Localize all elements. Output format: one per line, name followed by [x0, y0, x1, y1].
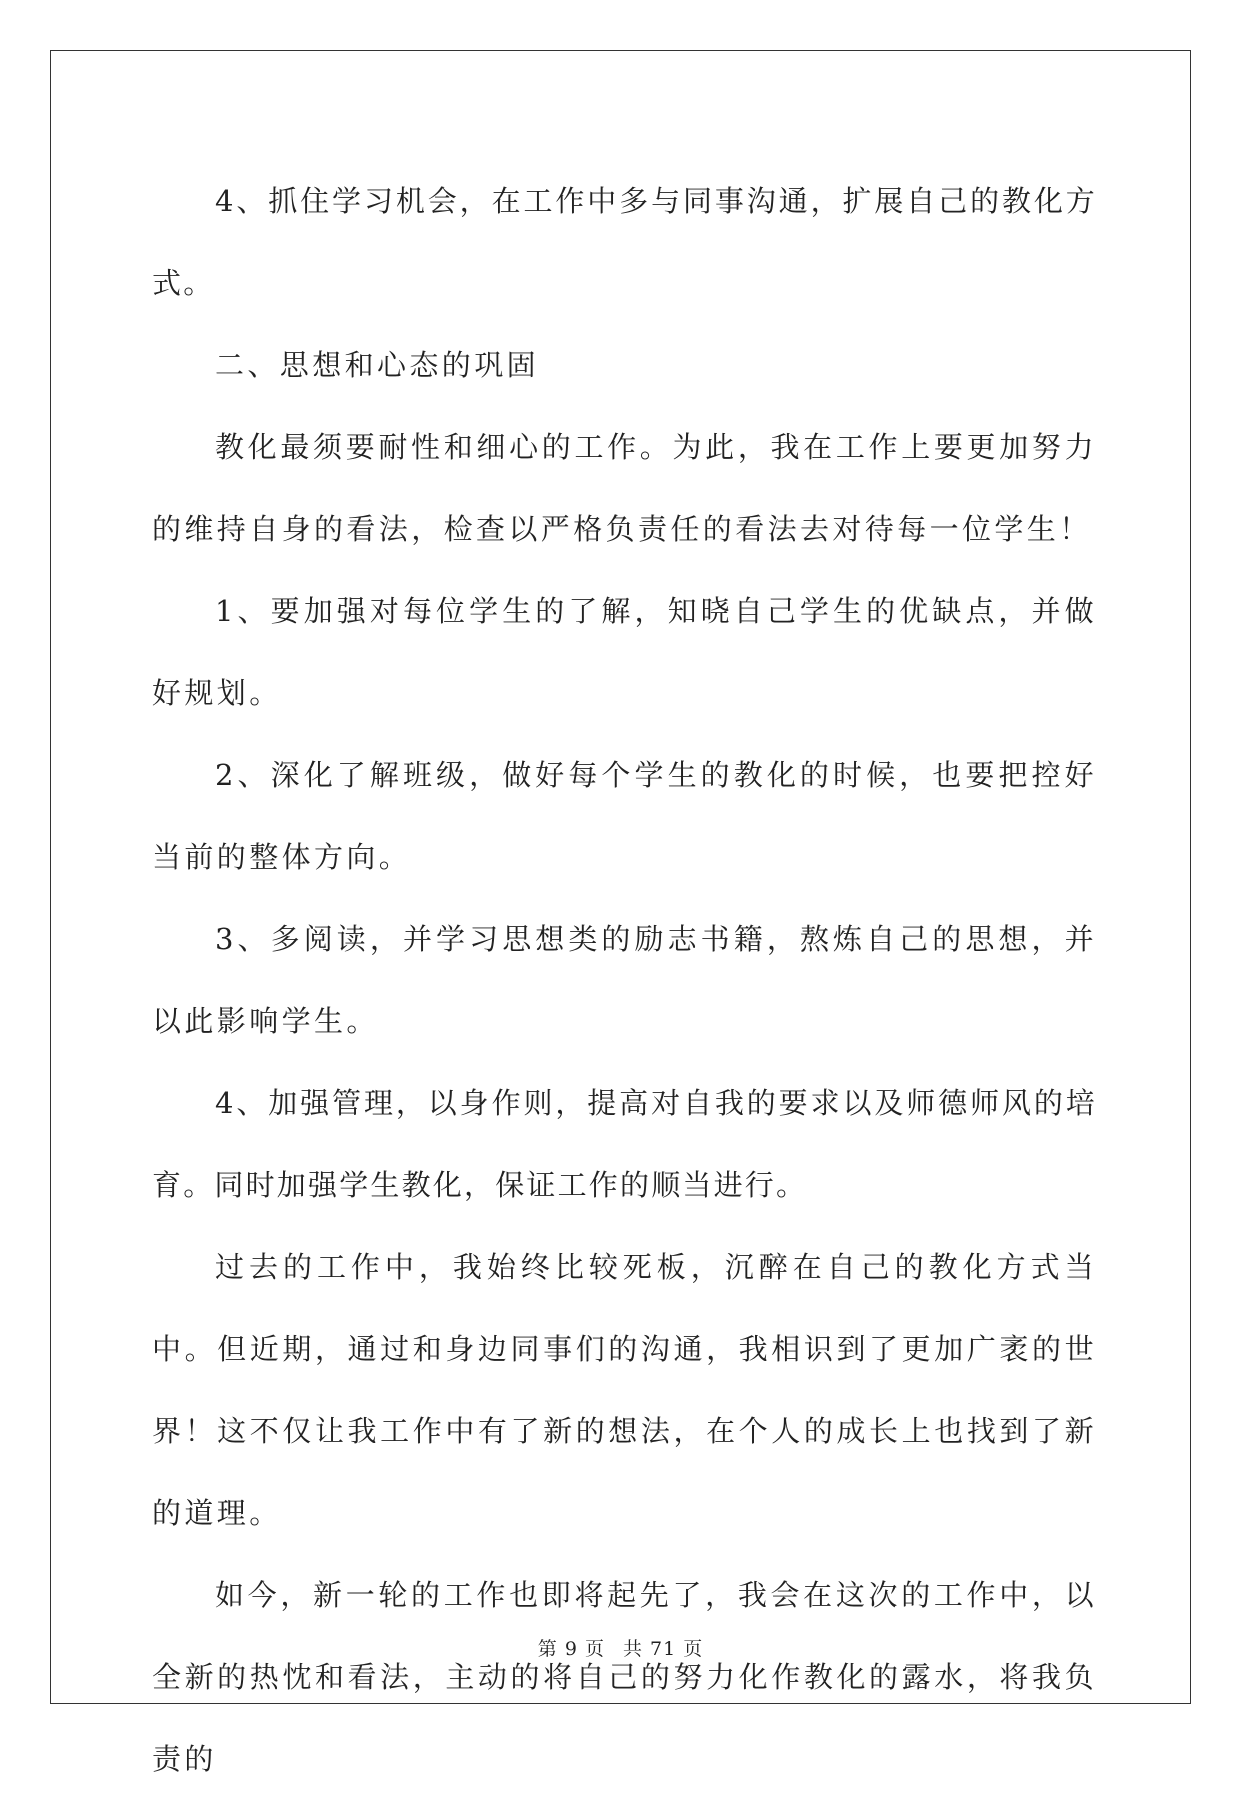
paragraph-item-2-class-direction: 2、深化了解班级，做好每个学生的教化的时候，也要把控好当前的整体方向。 [152, 758, 1097, 874]
paragraph-item-4-learning: 4、抓住学习机会，在工作中多与同事沟通，扩展自己的教化方式。 [152, 184, 1097, 300]
paragraph-new-round: 如今，新一轮的工作也即将起先了，我会在这次的工作中，以全新的热忱和看法，主动的将自己的努力化作教化的露水，将我负责的 [152, 1578, 1097, 1776]
page-footer [0, 1634, 1241, 1661]
paragraph-past-work: 过去的工作中，我始终比较死板，沉醉在自己的教化方式当中。但近期，通过和身边同事们的沟通，我相识到了更加广袤的世界！这不仅让我工作中有了新的想法，在个人的成长上也找到了新的道理。 [152, 1250, 1097, 1530]
paragraph-item-1-understand-students: 1、要加强对每位学生的了解，知晓自己学生的优缺点，并做好规划。 [152, 594, 1097, 710]
paragraph-item-3-reading: 3、多阅读，并学习思想类的励志书籍，熬炼自己的思想，并以此影响学生。 [152, 922, 1097, 1038]
paragraph-patience: 教化最须要耐性和细心的工作。为此，我在工作上要更加努力的维持自身的看法，检查以严格负责任的看法去对待每一位学生！ [152, 430, 1097, 546]
paragraph-item-4-management: 4、加强管理，以身作则，提高对自我的要求以及师德师风的培育。同时加强学生教化，保证工作的顺当进行。 [152, 1086, 1097, 1202]
page-total: 共 71 页 [622, 1638, 704, 1660]
document-body [152, 160, 1097, 1800]
section-heading-mindset: 二、思想和心态的巩固 [215, 348, 540, 382]
page-number: 第 9 页 [537, 1638, 605, 1660]
